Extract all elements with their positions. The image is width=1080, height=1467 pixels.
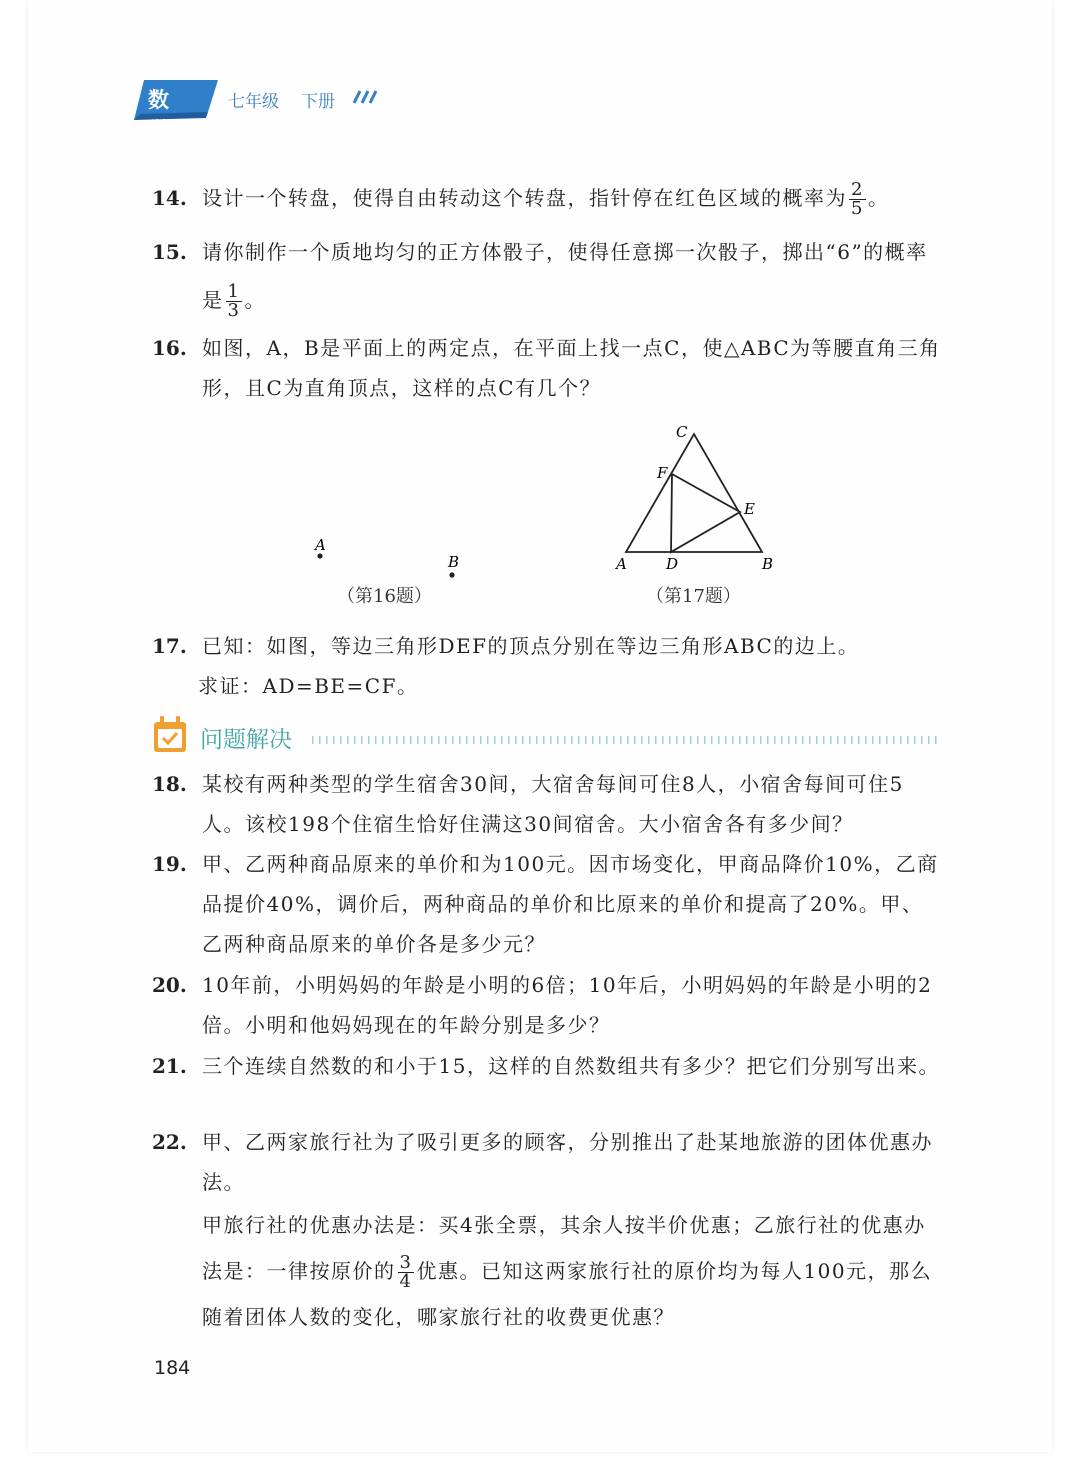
question-text: 如图，A，B是平面上的两定点，在平面上找一点C，使△ABC为等腰直角三角形，且C为直角顶点，这样的点C有几个？	[202, 336, 941, 400]
point-e-label: E	[744, 500, 755, 518]
subject-label: 数学	[148, 88, 172, 142]
section-heading	[152, 716, 942, 756]
calendar-check-icon	[152, 716, 188, 754]
section-divider	[312, 736, 940, 744]
section-title: 问题解决	[200, 727, 292, 753]
point-a-label: A	[616, 555, 627, 573]
triangle-def	[671, 474, 740, 552]
question-text: 某校有两种类型的学生宿舍30间，大宿舍每间可住8人，小宿舍每间可住5人。该校198个住宿生恰好住满这30间宿舍。大小宿舍各有多少间？	[202, 772, 904, 836]
question-20	[152, 965, 942, 1045]
question-text: 请你制作一个质地均匀的正方体骰子，使得任意掷一次骰子，掷出“6”的概率是 $\frac{1}{3}$ 。	[202, 240, 928, 321]
fraction: $\frac{1}{3}$	[227, 281, 241, 321]
question-number: 19.	[152, 852, 187, 876]
point-a	[317, 553, 322, 558]
question-number: 15.	[152, 240, 187, 264]
fraction: $\frac{2}{5}$	[851, 179, 864, 219]
figure-16-caption: （第16题）	[337, 586, 432, 607]
question-21	[152, 1046, 942, 1086]
figure-16	[300, 530, 480, 590]
question-text: 设计一个转盘，使得自由转动这个转盘，指针停在红色区域的概率为 $\frac{2}{5}$ 。	[202, 179, 890, 219]
question-19	[152, 844, 942, 964]
question-number: 14.	[152, 186, 187, 210]
question-text-line-2: 求证：AD=BE=CF。	[198, 674, 419, 698]
point-b-label: B	[448, 553, 460, 571]
point-c-label: C	[676, 423, 688, 441]
question-number: 22.	[152, 1130, 187, 1154]
point-b-label: B	[762, 555, 774, 573]
slashes-decoration-icon	[348, 89, 380, 105]
question-text: 10年前，小明妈妈的年龄是小明的6倍；10年后，小明妈妈的年龄是小明的2倍。小明和他妈妈现在的年龄分别是多少？	[202, 973, 933, 1037]
question-17	[152, 626, 942, 706]
figure-17	[610, 420, 785, 580]
page-number: 184	[154, 1357, 191, 1379]
triangle-abc	[626, 434, 762, 552]
subject-badge-shape	[134, 80, 218, 120]
question-text-line-1: 已知：如图，等边三角形DEF的顶点分别在等边三角形ABC的边上。	[202, 634, 860, 658]
question-18	[152, 764, 942, 844]
figure-17-caption: （第17题）	[646, 586, 741, 607]
question-paragraph: 甲旅行社的优惠办法是：买4张全票，其余人按半价优惠；乙旅行社的优惠办法是：一律按原价的 $\frac{3}{4}$ 优惠。已知这两家旅行社的原价均为每人100元，那么随着团体人数的变化，哪家旅行社的收费更优惠？	[202, 1213, 933, 1329]
volume-label: 下册	[301, 92, 335, 112]
question-number: 17.	[152, 634, 187, 658]
question-number: 16.	[152, 336, 187, 360]
fraction: $\frac{3}{4}$	[399, 1252, 413, 1292]
question-number: 18.	[152, 772, 187, 796]
question-text: 甲、乙两种商品原来的单价和为100元。因市场变化，甲商品降价10%，乙商品提价40%，调价后，两种商品的单价和比原来的单价和提高了20%。甲、乙两种商品原来的单价各是多少元？	[202, 852, 939, 956]
point-d-label: D	[666, 555, 679, 573]
question-22	[152, 1122, 942, 1340]
question-15	[152, 228, 942, 324]
question-number: 20.	[152, 973, 187, 997]
question-14	[152, 178, 942, 218]
point-b	[449, 572, 454, 577]
question-text: 甲、乙两家旅行社为了吸引更多的顾客，分别推出了赴某地旅游的团体优惠办法。	[202, 1130, 933, 1194]
question-16	[152, 328, 942, 408]
point-f-label: F	[657, 464, 668, 482]
question-text: 三个连续自然数的和小于15，这样的自然数组共有多少？把它们分别写出来。	[202, 1054, 940, 1078]
question-number: 21.	[152, 1054, 187, 1078]
grade-label: 七年级	[228, 92, 279, 112]
point-a-label: A	[315, 536, 326, 554]
